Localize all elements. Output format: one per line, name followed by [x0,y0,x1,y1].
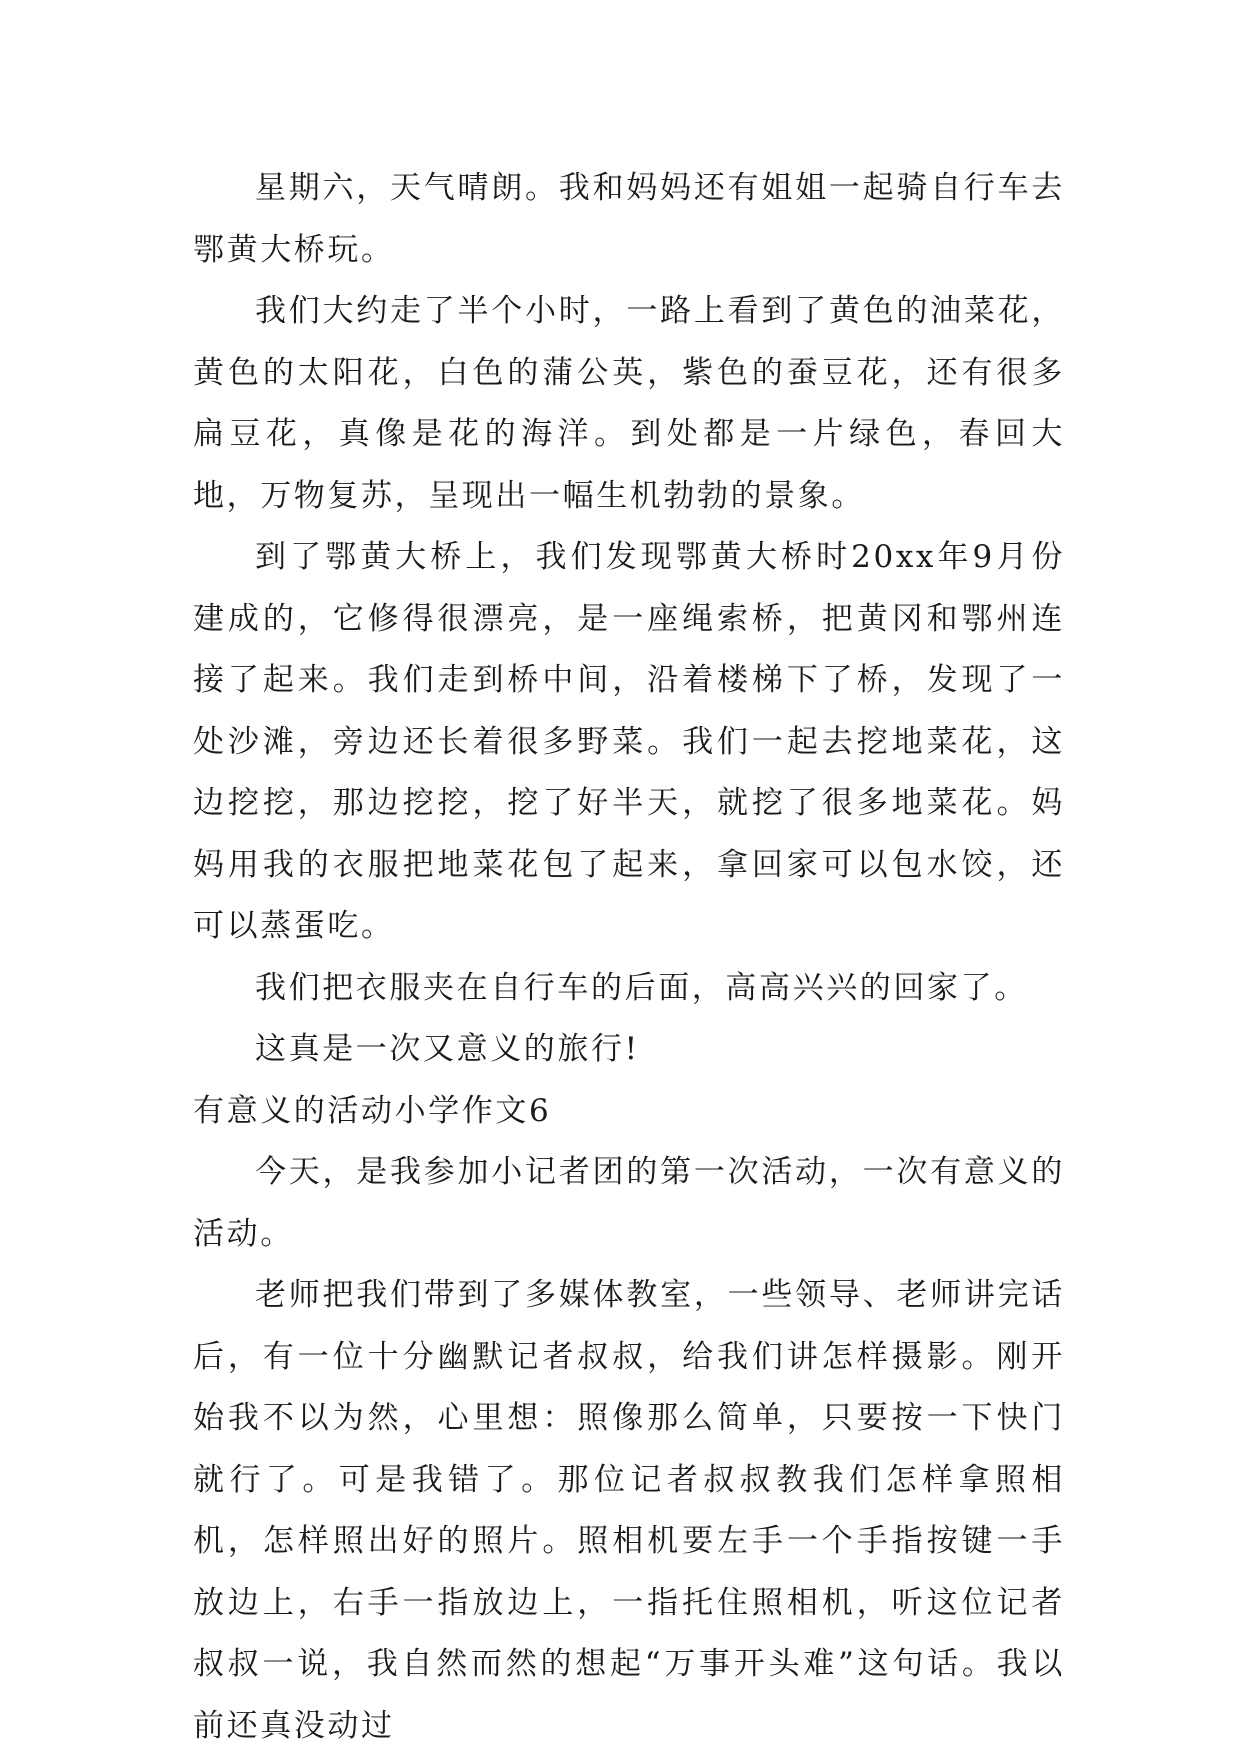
section-title: 有意义的活动小学作文6 [193,1092,552,1129]
paragraph: 我们大约走了半个小时，一路上看到了黄色的油菜花，黄色的太阳花，白色的蒲公英，紫色的蚕豆花，还有很多扁豆花，真像是花的海洋。到处都是一片绿色，春回大地，万物复苏，呈现出一幅生机勃勃的景象。 [193,293,1065,514]
paragraph: 今天，是我参加小记者团的第一次活动，一次有意义的活动。 [193,1154,1065,1252]
document-body [193,158,1065,1757]
paragraph: 我们把衣服夹在自行车的后面，高高兴兴的回家了。 [255,969,1028,1006]
paragraph: 老师把我们带到了多媒体教室，一些领导、老师讲完话后，有一位十分幽默记者叔叔，给我们讲怎样摄影。刚开始我不以为然，心里想：照像那么简单，只要按一下快门就行了。可是我错了。那位记者叔叔教我们怎样拿照相机，怎样照出好的照片。照相机要左手一个手指按键一手放边上，右手一指放边上，一指托住照相机，听这位记者叔叔一说，我自然而然的想起“万事开头难”这句话。我以前还真没动过 [193,1277,1065,1744]
paragraph: 这真是一次又意义的旅行! [255,1031,640,1067]
paragraph: 星期六，天气晴朗。我和妈妈还有姐姐一起骑自行车去鄂黄大桥玩。 [193,170,1065,268]
paragraph: 到了鄂黄大桥上，我们发现鄂黄大桥时20xx年9月份建成的，它修得很漂亮，是一座绳索桥，把黄冈和鄂州连接了起来。我们走到桥中间，沿着楼梯下了桥，发现了一处沙滩，旁边还长着很多野菜。我们一起去挖地菜花，这边挖挖，那边挖挖，挖了好半天，就挖了很多地菜花。妈妈用我的衣服把地菜花包了起来，拿回家可以包水饺，还可以蒸蛋吃。 [193,539,1065,944]
